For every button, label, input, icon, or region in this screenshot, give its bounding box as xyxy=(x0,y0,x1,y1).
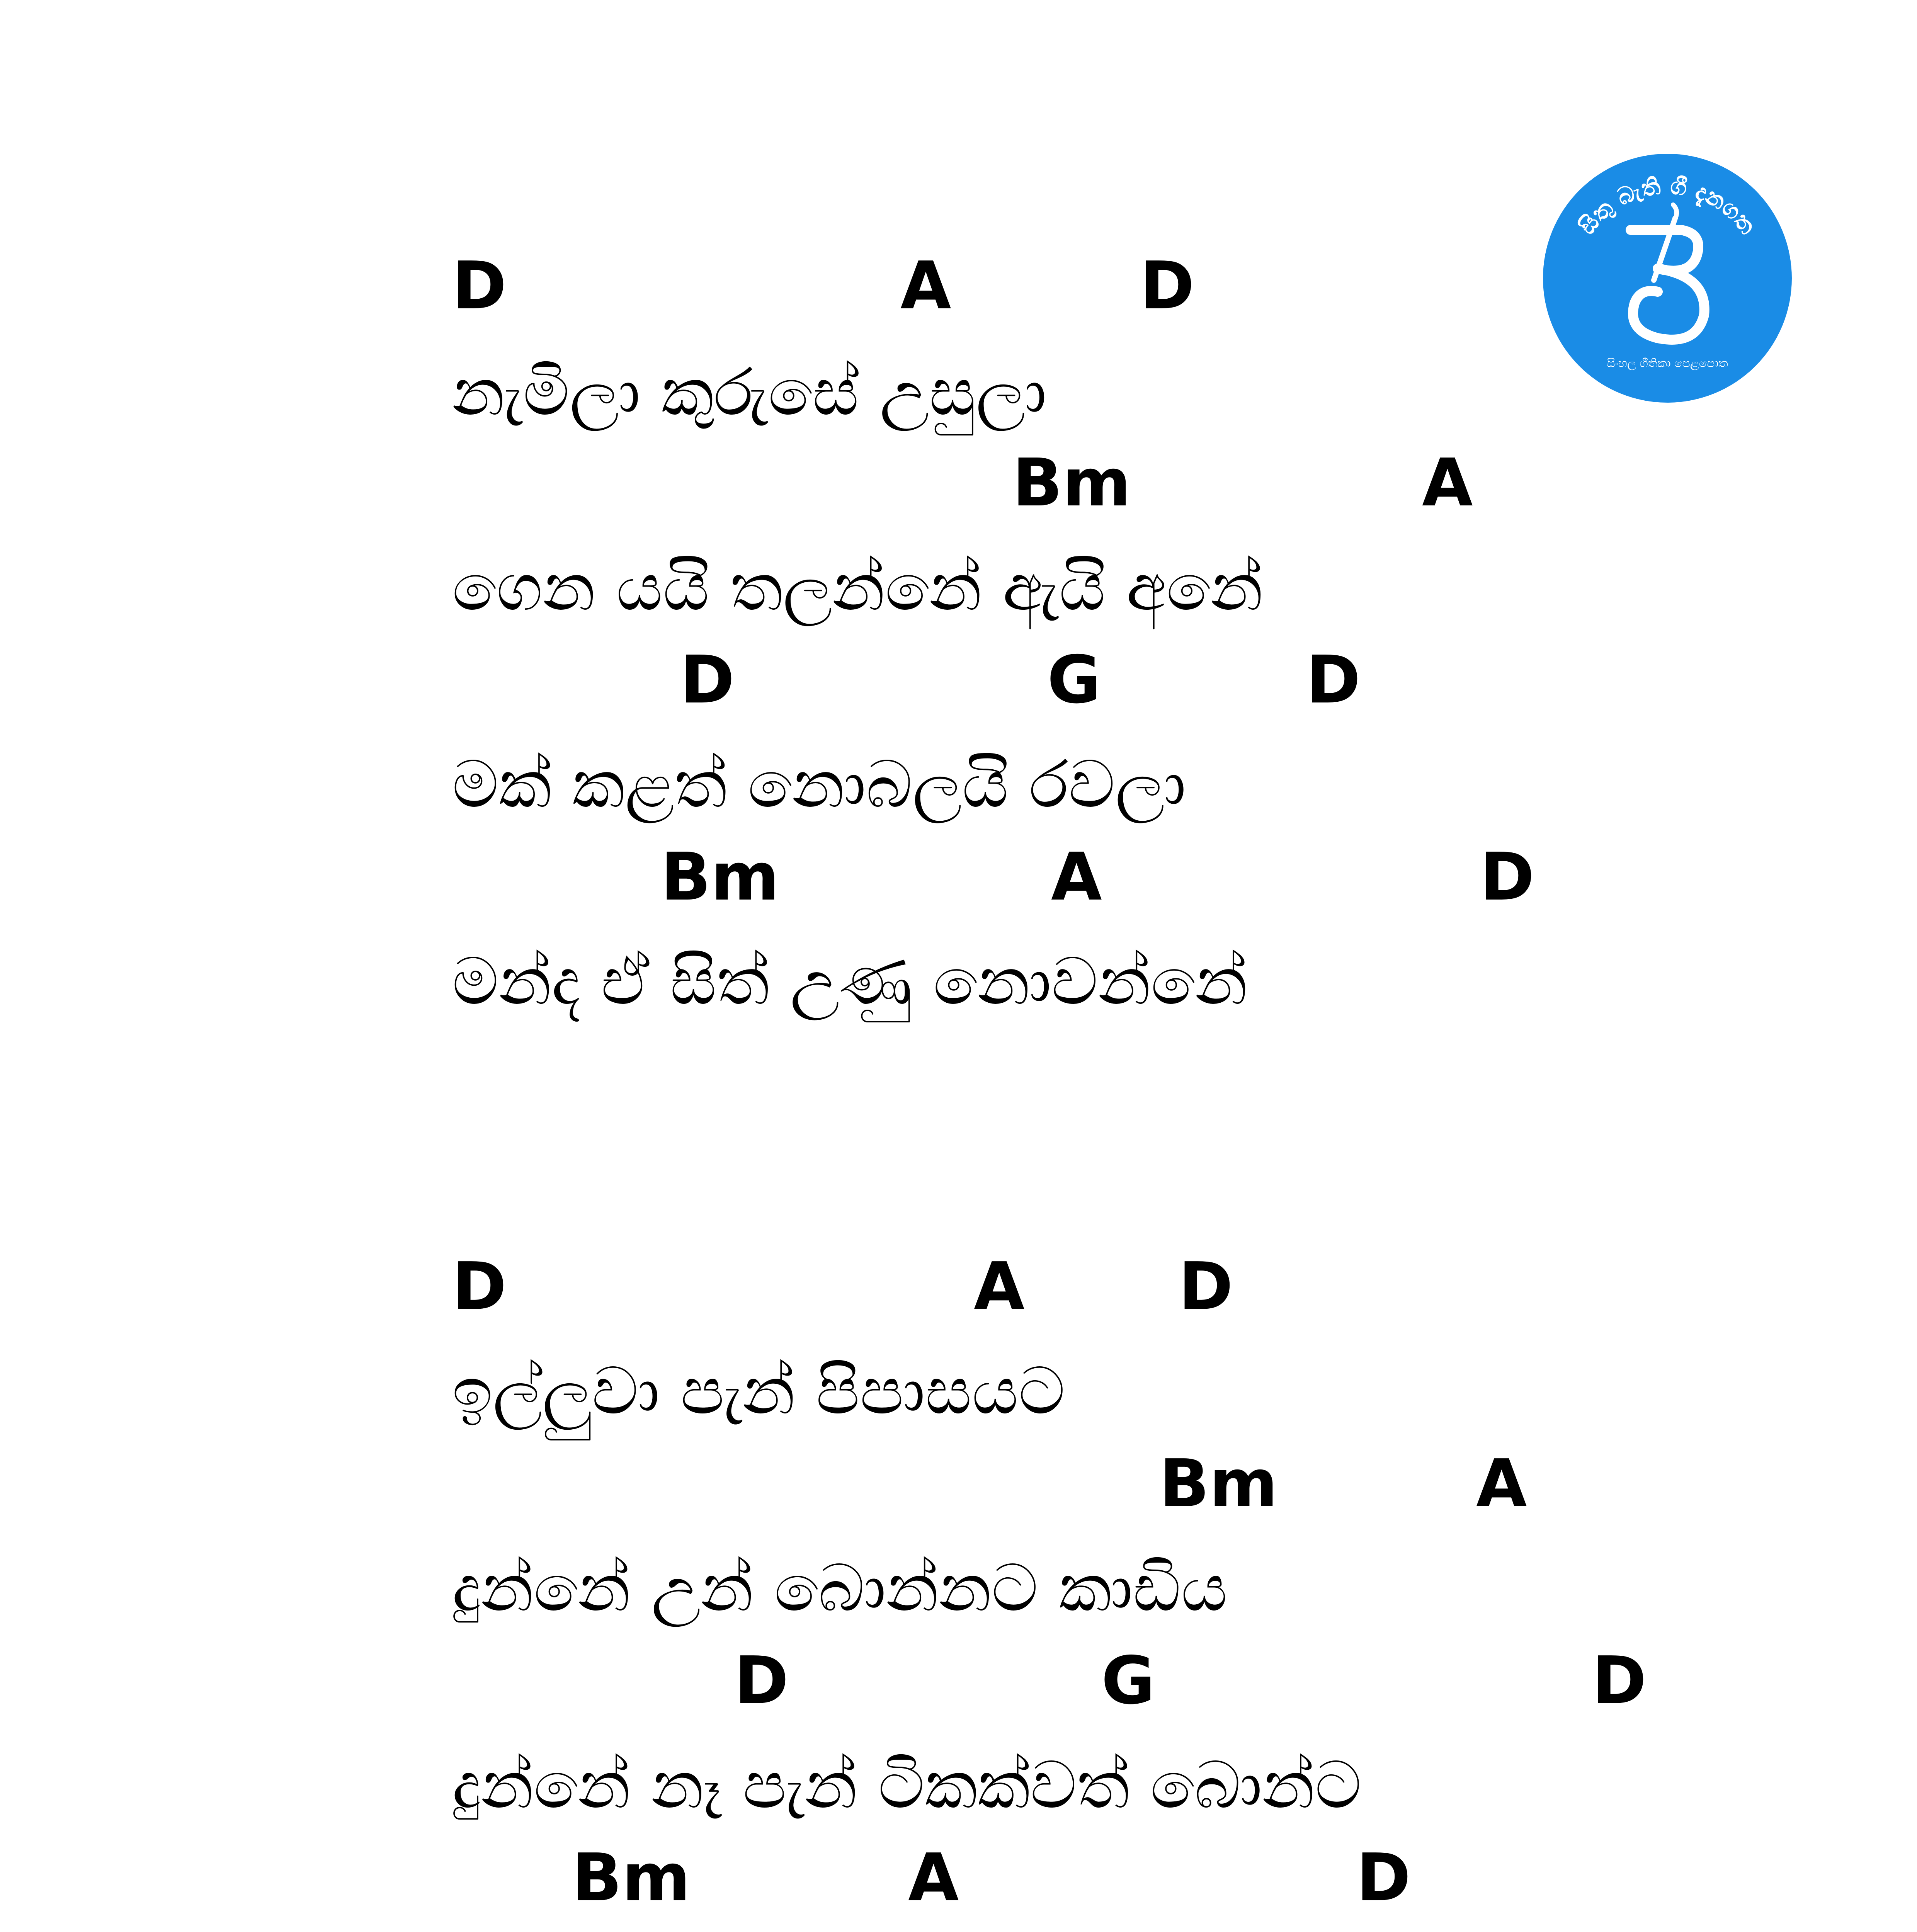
chord-line xyxy=(452,444,1805,533)
lyric-line xyxy=(452,939,1805,1036)
chord: D xyxy=(1306,642,1361,718)
lyric-line xyxy=(452,1743,1805,1839)
chord: Bm xyxy=(1012,445,1131,521)
chord: A xyxy=(908,1840,959,1916)
chord: D xyxy=(1480,839,1535,915)
chord: A xyxy=(1422,445,1473,521)
chord-line xyxy=(452,1839,1805,1928)
lyric-text: දුන්නේ උන් බොන්නට කාඩිය xyxy=(452,1550,1228,1626)
chord-line xyxy=(452,838,1805,927)
logo-sub-text: සිංහල ගීතිකා පෙළපොත xyxy=(1607,357,1728,370)
chord-line xyxy=(452,1642,1805,1731)
lyric-line xyxy=(452,1349,1805,1445)
chord: G xyxy=(1101,1643,1155,1719)
lyric-text: මන්ද ඒ සිත් උණු නොවන්නේ xyxy=(452,944,1248,1019)
chord: D xyxy=(734,1643,789,1719)
lyric-line xyxy=(452,742,1805,838)
chord: D xyxy=(452,248,507,324)
chord-line xyxy=(452,1248,1805,1337)
lyric-text: ගෙන යයි තලන්නේ ඇයි අනේ xyxy=(452,549,1263,625)
chord: D xyxy=(452,1248,507,1325)
lyric-text: දුන්නේ නෑ පැන් ටිකක්වත් බොන්ට xyxy=(452,1747,1362,1823)
chord: D xyxy=(1356,1840,1411,1916)
chord: D xyxy=(1140,248,1195,324)
lyric-line xyxy=(452,545,1805,641)
chord-line xyxy=(452,247,1805,336)
lyric-text: නැමිලා කුරුසේ උසුලා xyxy=(452,354,1047,430)
chord: D xyxy=(1592,1643,1647,1719)
chord: Bm xyxy=(572,1840,691,1916)
chord: D xyxy=(680,642,735,718)
chord: A xyxy=(974,1248,1025,1325)
lyric-text: මක් කළත් නොබලයි රවලා xyxy=(452,747,1186,822)
chord: A xyxy=(900,248,951,324)
chord: Bm xyxy=(661,839,779,915)
chord: A xyxy=(1476,1446,1527,1522)
lyric-line xyxy=(452,1546,1805,1642)
chord: G xyxy=(1047,642,1101,718)
chord-line xyxy=(452,641,1805,730)
chord: Bm xyxy=(1159,1446,1278,1522)
lyric-text: ඉල්ලුවා පැන් පිපාසයට xyxy=(452,1353,1065,1429)
chord: A xyxy=(1051,839,1102,915)
chord: D xyxy=(1179,1248,1233,1325)
logo-ring-text: සිතු බැති ගී දැනගත xyxy=(1573,172,1761,240)
chord-line xyxy=(452,1445,1805,1534)
lyric-line xyxy=(452,350,1805,446)
